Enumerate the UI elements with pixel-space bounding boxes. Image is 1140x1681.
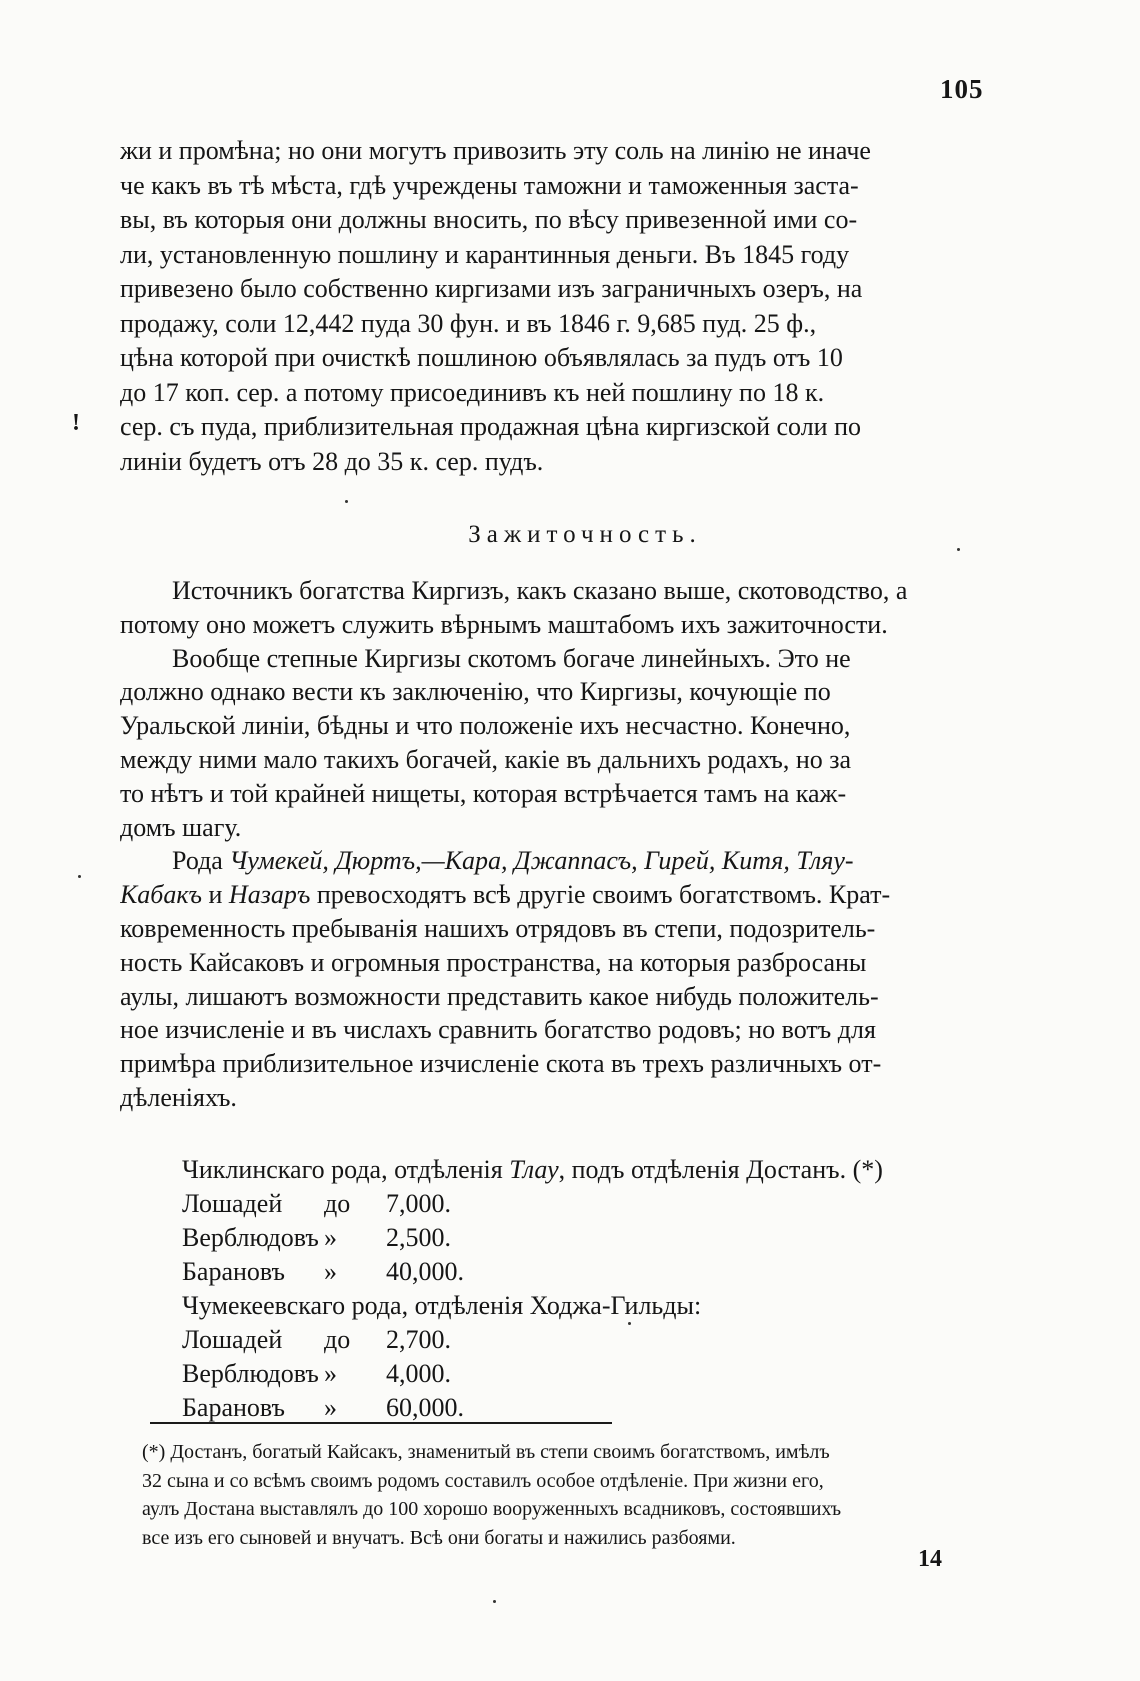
text-line: домъ шагу. [120, 812, 242, 842]
text-line: че какъ въ тѣ мѣста, гдѣ учреждены таможни и таможенныя заста- [120, 170, 859, 200]
text-line: ковременность пребыванія нашихъ отрядовъ въ степи, подозритель- [120, 913, 876, 943]
animal-count: 7,000. [386, 1189, 451, 1218]
text-line: потому оно можетъ служить вѣрнымъ маштабомъ ихъ зажиточности. [120, 609, 888, 639]
footnote-line: (*) Достанъ, богатый Кайсакъ, знаменитый въ степи своимъ богатствомъ, имѣлъ [142, 1441, 830, 1463]
print-speck [493, 1600, 496, 1603]
text-line: вы, въ которыя они должны вносить, по вѣсу привезенной ими со- [120, 205, 858, 234]
print-speck [345, 500, 348, 503]
list-title [182, 1153, 1052, 1187]
animal-name: Барановъ [182, 1393, 285, 1422]
animal-name: Верблюдовъ [182, 1223, 319, 1252]
text-line: ность Кайсаковъ и огромныя пространства, на которыя разбросаны [120, 947, 867, 977]
list-item [182, 1221, 1052, 1255]
animal-count: 2,700. [386, 1325, 451, 1354]
ditto-mark: » [324, 1223, 337, 1252]
text-line: примѣра приблизительное изчисленіе скота въ трехъ различныхъ от- [120, 1049, 882, 1079]
ditto-mark: » [324, 1393, 337, 1422]
text-line: между ними мало такихъ богачей, какіе въ дальнихъ родахъ, но за [120, 744, 852, 774]
text-line: должно однако вести къ заключенію, что Киргизы, кочующіе по [120, 677, 831, 707]
text-line: Уральской линіи, бѣдны и что положеніе ихъ несчастно. Конечно, [120, 711, 851, 741]
livestock-lists [182, 1153, 1052, 1425]
text-line: аулы, лишаютъ возможности представить какое нибудь положитель- [120, 981, 879, 1011]
text-line: продажу, соли 12,442 пуда 30 фун. и въ 1846 г. 9,685 пуд. 25 ф., [120, 308, 817, 338]
list-item [182, 1187, 1052, 1221]
animal-name: Барановъ [182, 1257, 285, 1286]
text-line: до 17 коп. сер. а потому присоединивъ къ ней пошлину по 18 к. [120, 377, 825, 407]
clan-names: Чумекей, Дюртъ,—Кара, Джаппасъ, Гирей, Китя, Тляу- [229, 846, 854, 876]
clan-name: Кабакъ [120, 880, 202, 910]
list-item [182, 1255, 1052, 1289]
clan-name: Тлау [509, 1155, 559, 1184]
text-line: Источникъ богатства Киргизъ, какъ сказано выше, скотоводство, а [172, 576, 908, 605]
animal-count: 40,000. [386, 1257, 464, 1286]
paragraph-salt-trade [120, 134, 1050, 479]
text-segment: превосходятъ всѣ другіе своимъ богатствомъ. Крат- [310, 880, 891, 910]
print-speck [628, 1322, 631, 1325]
text-segment: и [202, 880, 229, 910]
ditto-mark: до [324, 1189, 351, 1218]
margin-mark: ! [72, 410, 80, 436]
text-line: то нѣтъ и той крайней нищеты, которая встрѣчается тамъ на каж- [120, 778, 847, 808]
animal-count: 2,500. [386, 1223, 451, 1252]
text-line [120, 878, 1050, 912]
text-line: ли, установленную пошлину и карантинныя деньги. Въ 1845 году [120, 239, 850, 269]
text-line: Вообще степные Киргизы скотомъ богаче линейныхъ. Это не [172, 643, 851, 673]
text-line [120, 844, 1050, 878]
animal-count: 4,000. [386, 1359, 451, 1388]
list-item [182, 1357, 1052, 1391]
footnote [142, 1438, 1047, 1552]
text-line: дѣленіяхъ. [120, 1082, 237, 1112]
text-segment: Рода [172, 846, 230, 876]
ditto-mark: » [324, 1359, 337, 1388]
text-line: ное изчисленіе и въ числахъ сравнить богатство родовъ; но вотъ для [120, 1015, 876, 1045]
page-number: 105 [940, 74, 984, 104]
text-segment: Чиклинскаго рода, отдѣленія [182, 1155, 510, 1184]
text-segment: , подъ отдѣленія Достанъ. (*) [558, 1155, 883, 1184]
list-item [182, 1323, 1052, 1357]
text-line: сер. съ пуда, приблизительная продажная цѣна киргизской соли по [120, 412, 862, 441]
list-item [182, 1391, 1052, 1425]
print-speck [957, 548, 960, 551]
print-speck [78, 875, 81, 878]
body-text [120, 574, 1050, 1115]
footnote-line: все изъ его сыновей и внучатъ. Всѣ они богаты и нажились разбоями. [142, 1526, 736, 1549]
list-title: Чумекеевскаго рода, отдѣленія Ходжа-Гильды: [182, 1291, 702, 1320]
animal-name: Лошадей [182, 1325, 283, 1354]
ditto-mark: » [324, 1257, 337, 1286]
footnote-line: 32 сына и со всѣмъ своимъ родомъ составилъ особое отдѣленіе. При жизни его, [142, 1469, 824, 1492]
section-heading: Зажиточность. [468, 521, 702, 548]
animal-name: Верблюдовъ [182, 1359, 319, 1388]
footnote-divider [150, 1422, 612, 1424]
animal-name: Лошадей [182, 1189, 283, 1218]
animal-count: 60,000. [386, 1393, 464, 1422]
text-line: цѣна которой при очисткѣ пошлиною объявлялась за пудъ отъ 10 [120, 343, 843, 372]
ditto-mark: до [324, 1325, 351, 1354]
footnote-line: аулъ Достана выставлялъ до 100 хорошо вооруженныхъ всадниковъ, состоявшихъ [142, 1498, 842, 1520]
text-line: линіи будетъ отъ 28 до 35 к. сер. пудъ. [120, 446, 544, 476]
clan-name: Назаръ [228, 880, 311, 910]
text-line: жи и промѣна; но они могутъ привозить эту соль на линію не иначе [120, 136, 871, 165]
printer-signature: 14 [918, 1546, 942, 1572]
text-line: привезено было собственно киргизами изъ заграничныхъ озеръ, на [120, 274, 863, 303]
